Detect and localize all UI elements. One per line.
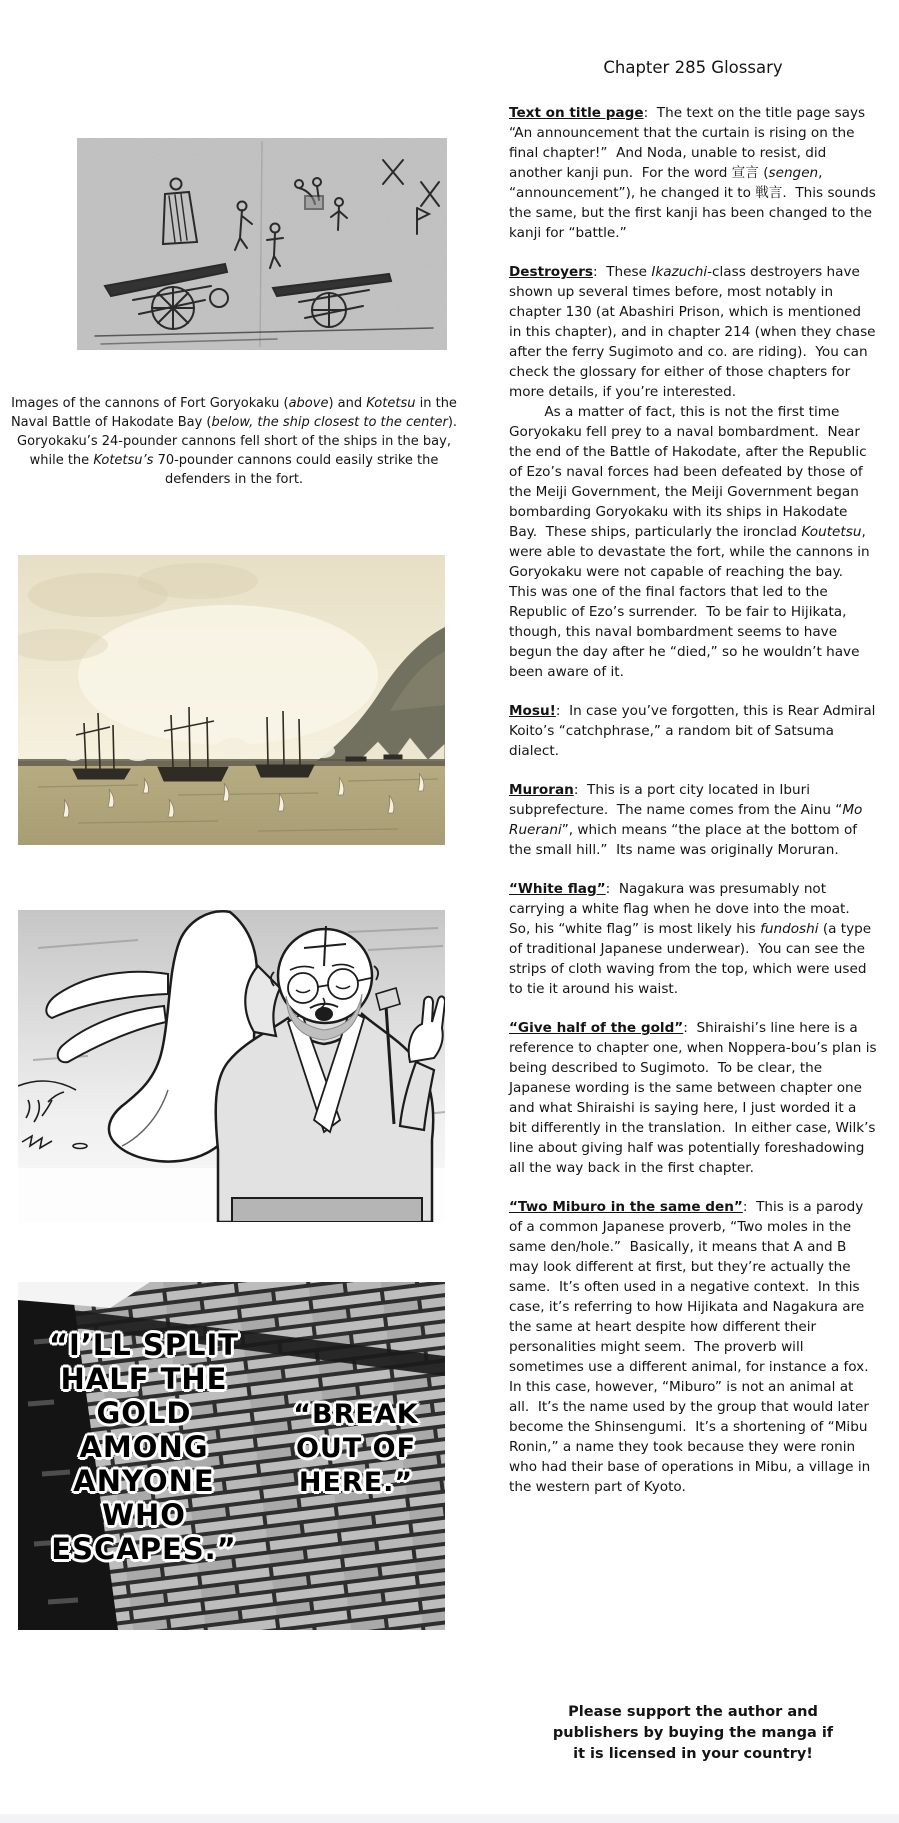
glossary-term: Muroran: [509, 782, 574, 798]
speech-text-break-out: [276, 1398, 436, 1500]
cannon-sketch-image: [77, 138, 447, 350]
entry-paragraph: Mosu!: In case you’ve forgotten, this is Rear Admiral Koito’s “catchphrase,” a random bit of Satsuma dialect.: [509, 703, 880, 759]
glossary-entry-7: [509, 1197, 877, 1497]
text-segment: As a matter of fact, this is not the first time Goryokaku fell prey to a naval bombardment. Near the end of the Battle of Hakodate, after the Republic of Ezo’s naval forces had been defeated by those of the Meiji Government, the Meiji Government began bombarding Goryokaku with its ships in Hakodate Bay. These ships, particularly the ironclad: [509, 404, 871, 540]
entry-paragraph: Muroran: This is a port city located in Iburi subprefecture. The name comes from the Ainu “Mo Ruerani”, which means “the place at the bottom of the small hill.” Its name was originally Moruran.: [509, 782, 867, 858]
text-line: Please support the author and: [568, 1704, 818, 1720]
image-caption: [8, 394, 466, 489]
glossary-entry-4: [509, 780, 877, 860]
text-segment: , “announcement”), he changed it to 戦言. This sounds the same, but the first kanji has been changed to the kanji for “battle.”: [509, 165, 881, 241]
entry-paragraph: Text on title page: The text on the title page says “An announcement that the curtain is rising on the final chapter!” And Noda, unable to resist, did another kanji pun. For the word 宣言 (sengen, “announcement”), he changed it to 戦言. This sounds the same, but the first kanji has been changed to the kanji for “battle.”: [509, 105, 881, 241]
text-line: ESCAPES.”: [51, 1532, 237, 1566]
text-segment: below, the ship closest to the center: [211, 415, 448, 430]
text-segment: This is a parody of a common Japanese proverb, “Two moles in the same den/hole.” Basically, it means that A and B may look different at first, but they’re actually the same. It’s often used in a negative context. In this case, it’s referring to how Hijikata and Nagakura are the same at heart despite how different their personalities might seem. The proverb will sometimes use a different animal, for instance a fox. In this case, however, “Miburo” is not an animal at all. It’s the name used by the group that would later become the Shinsengumi. It’s a shortening of “Mibu Ronin,” a name they took because they were ronin who had their base of operations in Mibu, a village in the western part of Kyoto.: [509, 1199, 878, 1495]
support-note: [509, 1702, 877, 1765]
text-line: OUT OF: [295, 1433, 417, 1464]
glossary-entry-1: [509, 103, 881, 243]
glossary-term: “Two Miburo in the same den”: [509, 1199, 743, 1215]
glossary-entry-5: [509, 879, 877, 999]
glossary-entry-3: [509, 701, 880, 761]
text-line: AMONG: [79, 1430, 209, 1464]
glossary-term: Destroyers: [509, 264, 594, 280]
text-segment: 70-pounder cannons could easily strike the defenders in the fort.: [153, 453, 443, 487]
text-segment: sengen: [768, 165, 819, 181]
entry-paragraph: [509, 402, 877, 682]
brick-wall-panel: [18, 1282, 445, 1630]
text-line: publishers by buying the manga if: [552, 1725, 834, 1741]
text-line: it is licensed in your country!: [573, 1746, 813, 1762]
text-segment: ) and: [328, 396, 367, 411]
text-line: ANYONE: [73, 1464, 215, 1498]
text-segment: ”, which means “the place at the bottom of the small hill.” Its name was originally Moruran.: [509, 822, 862, 858]
entry-paragraph: “Two Miburo in the same den”: This is a parody of a common Japanese proverb, “Two moles in the same den/hole.” Basically, it means that A and B may look different at first, but they’re actually the same. It’s often used in a negative context. In this case, it’s referring to how Hijikata and Nagakura are the same at heart despite how different their personalities might seem. The proverb will sometimes use a different animal, for instance a fox. In this case, however, “Miburo” is not an animal at all. It’s the name used by the group that would later become the Shinsengumi. It’s a shortening of “Mibu Ronin,” a name they took because they were ronin who had their base of operations in Mibu, a village in the western part of Kyoto.: [509, 1199, 878, 1495]
glossary-entry-6: [509, 1018, 881, 1178]
text-segment: Nagakura was presumably not carrying a white flag when he dove into the moat. So, his “white flag” is most likely his: [509, 881, 859, 937]
text-segment: Mo Ruerani: [509, 802, 867, 838]
entry-paragraph: “Give half of the gold”: Shiraishi’s line here is a reference to chapter one, when Noppera-bou’s plan is being described to Sugimoto. To be clear, the Japanese wording is the same between chapter one and what Shiraishi is saying here, I just worded it a bit differently in the translation. In either case, Wilk’s line about giving half was potentially foreshadowing all the way back in the first chapter.: [509, 1020, 881, 1176]
text-line: HERE.”: [298, 1467, 414, 1498]
text-segment: The text on the title page says “An announcement that the curtain is rising on the final chapter!” And Noda, unable to resist, did another kanji pun. For the word 宣言 (: [509, 105, 870, 181]
entry-paragraph: Destroyers: These Ikazuchi-class destroyers have shown up several times before, most notably in chapter 130 (at Abashiri Prison, which is mentioned in this chapter), and in chapter 214 (when they chase after the ferry Sugimoto and co. are riding). You can check the glossary for either of those chapters for more details, if you’re interested.: [509, 264, 880, 400]
text-segment: Images of the cannons of Fort Goryokaku (: [11, 396, 289, 411]
text-segment: (a type of traditional Japanese underwear). You can see the strips of cloth waving from the top, which were used to tie it around his waist.: [509, 921, 876, 997]
text-segment: fundoshi: [760, 921, 819, 937]
speech-text-split-gold: [36, 1328, 252, 1566]
text-line: “BREAK: [293, 1399, 419, 1430]
text-segment: above: [288, 396, 329, 411]
text-segment: in the Naval Battle of Hakodate Bay (: [10, 396, 462, 430]
cannon-sketch-drawing: [77, 138, 447, 350]
text-segment: Kotetsu’s: [93, 453, 154, 468]
naval-battle-drawing: [18, 555, 445, 845]
text-segment: In case you’ve forgotten, this is Rear Admiral Koito’s “catchphrase,” a random bit of Satsuma dialect.: [509, 703, 880, 759]
text-segment: Ikazuchi: [651, 264, 708, 280]
nagakura-white-flag-panel: [18, 910, 445, 1222]
text-line: HALF THE: [60, 1362, 228, 1396]
glossary-entry-2: [509, 262, 880, 682]
glossary-entries: [509, 103, 881, 1516]
page-bottom-strip: [0, 1814, 899, 1823]
glossary-term: “Give half of the gold”: [509, 1020, 684, 1036]
text-segment: Koutetsu: [801, 524, 862, 540]
text-segment: ). Goryokaku’s 24-pounder cannons fell short of the ships in the bay, while the: [17, 415, 466, 468]
entry-paragraph: “White flag”: Nagakura was presumably not carrying a white flag when he dove into the moat. So, his “white flag” is most likely his fundoshi (a type of traditional Japanese underwear). You can see the strips of cloth waving from the top, which were used to tie it around his waist.: [509, 881, 876, 997]
text-segment: Kotetsu: [366, 396, 416, 411]
text-line: WHO: [102, 1498, 186, 1532]
text-line: “I’LL SPLIT: [48, 1328, 240, 1362]
text-line: GOLD: [96, 1396, 192, 1430]
nagakura-drawing: [18, 910, 445, 1222]
text-segment: -class destroyers have shown up several times before, most notably in chapter 130 (at Abashiri Prison, which is mentioned in this chapter), and in chapter 214 (when they chase after the ferry Sugimoto and co. are riding). You can check the glossary for either of those chapters for more details, if you’re interested.: [509, 264, 880, 400]
glossary-term: Text on title page: [509, 105, 644, 121]
glossary-term: “White flag”: [509, 881, 606, 897]
glossary-term: Mosu!: [509, 703, 556, 719]
text-segment: Shiraishi’s line here is a reference to chapter one, when Noppera-bou’s plan is being described to Sugimoto. To be clear, the Japanese wording is the same between chapter one and what Shiraishi is saying here, I just worded it a bit differently in the translation. In either case, Wilk’s line about giving half was potentially foreshadowing all the way back in the first chapter.: [509, 1020, 881, 1176]
text-segment: This is a port city located in Iburi subprefecture. The name comes from the Ainu “: [509, 782, 843, 818]
naval-battle-painting: [18, 555, 445, 845]
page-title: Chapter 285 Glossary: [603, 58, 783, 77]
text-segment: These: [606, 264, 652, 280]
text-segment: , were able to devastate the fort, while the cannons in Goryokaku were not capable of reaching the bay. This was one of the final factors that led to the Republic of Ezo’s surrender. To be fair to Hijikata, though, this naval bombardment seems to have begun the day after he “died,” so he wouldn’t have been aware of it.: [509, 524, 874, 680]
